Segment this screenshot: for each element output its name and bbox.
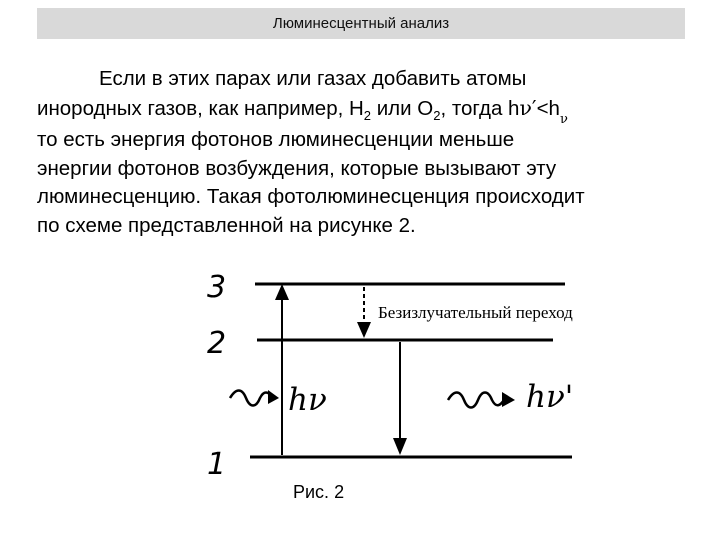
absorption-arrowhead <box>275 284 289 300</box>
paragraph-line: Если в этих парах или газах добавить атомы <box>99 67 527 90</box>
subscript: 2 <box>433 107 441 123</box>
emission-arrowhead <box>393 438 407 455</box>
text-fragment: , тогда h <box>440 96 520 120</box>
nonradiative-arrowhead <box>357 322 371 338</box>
nu-prime-symbol: ν′ <box>519 95 537 120</box>
text-fragment: <h <box>536 96 560 120</box>
nonradiative-transition-label: Безизлучательный переход <box>378 303 573 322</box>
text-fragment: инородных газов, как например, H <box>37 96 364 120</box>
emitted-photon-label: hν' <box>526 379 574 415</box>
figure-caption: Рис. 2 <box>293 482 345 502</box>
level-3-label: 3 <box>207 270 227 305</box>
nu-symbol: ν <box>559 111 568 127</box>
outgoing-photon-wave <box>448 393 504 408</box>
outgoing-photon-arrowhead <box>502 392 515 407</box>
page-title: Люминесцентный анализ <box>272 15 450 32</box>
paragraph-line: по схеме представленной на рисунке 2. <box>37 213 416 237</box>
subscript: 2 <box>363 107 372 123</box>
paragraph-line: люминесценцию. Такая фотолюминесценция происходит <box>37 185 585 208</box>
level-1-label: 1 <box>207 447 227 482</box>
text-fragment: или O <box>371 96 434 120</box>
incoming-photon-wave <box>230 391 272 406</box>
paragraph-line: энергии фотонов возбуждения, которые вызывают эту <box>37 156 557 180</box>
incoming-photon-arrowhead <box>268 390 279 404</box>
level-2-label: 2 <box>207 326 227 361</box>
paragraph-line: то есть энергия фотонов люминесценции меньше <box>37 128 515 151</box>
absorbed-photon-label: hν <box>288 382 327 418</box>
